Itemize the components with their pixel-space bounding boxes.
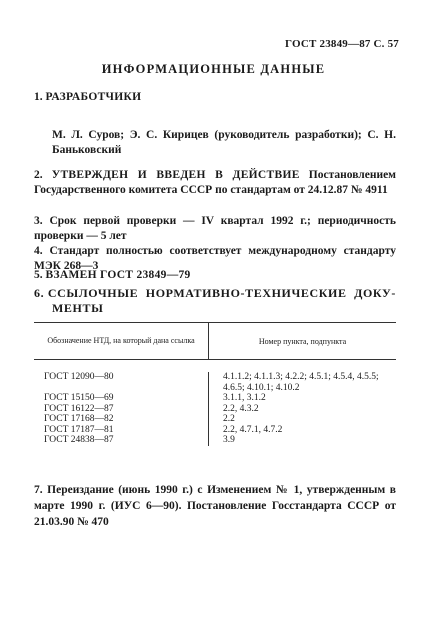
section-2 bbox=[34, 168, 396, 198]
heading-word: ССЫЛОЧНЫЕ bbox=[47, 286, 139, 300]
table-cell-clauses: 4.1.1.2; 4.1.1.3; 4.2.2; 4.5.1; 4.5.4, 4.5.5; 4.6.5; 4.10.1; 4.10.2 bbox=[223, 372, 379, 393]
page-title: ИНФОРМАЦИОННЫЕ ДАННЫЕ bbox=[101, 62, 326, 76]
section-heading: УТВЕРЖДЕН И ВВЕДЕН В ДЕЙСТВИЕ bbox=[51, 169, 300, 181]
table-cell-doc: ГОСТ 16122—87 bbox=[44, 403, 114, 414]
table-cell-clauses: 3.1.1, 3.1.2 bbox=[223, 393, 266, 403]
section-text: Постановлением Государственного комитета СССР по стандартам от 24.12.87 № 4911 bbox=[34, 169, 397, 196]
section-text: Переиздание (июнь 1990 г.) с Изменением № 1, утвержденным в марте 1990 г. (ИУС 6—90). Постановление Госстандарта СССР от 21.03.90 № 470 bbox=[34, 484, 396, 528]
heading-word: ДОКУ- bbox=[354, 286, 396, 300]
table-cell-doc: ГОСТ 12090—80 bbox=[44, 372, 114, 382]
table-body bbox=[34, 360, 396, 446]
column-header-document: Обозначение НТД, на который дана ссылка bbox=[34, 323, 209, 359]
table-cell-clauses: 2.2 bbox=[223, 414, 235, 424]
table-cell-clauses: 3.9 bbox=[223, 435, 235, 445]
section-5 bbox=[34, 268, 396, 283]
document-column bbox=[34, 372, 209, 446]
section-number: 7. bbox=[34, 484, 43, 496]
table-cell-doc: ГОСТ 24838—87 bbox=[44, 435, 114, 445]
section-6-heading bbox=[34, 286, 396, 316]
section-number: 2. bbox=[34, 169, 43, 181]
section-heading: РАЗРАБОТЧИКИ bbox=[45, 91, 142, 103]
section-number: 6. bbox=[34, 286, 45, 300]
reference-table bbox=[34, 322, 396, 446]
section-heading: ВЗАМЕН ГОСТ 23849—79 bbox=[45, 269, 191, 281]
section-number: 4. bbox=[34, 245, 43, 257]
section-number: 3. bbox=[34, 215, 43, 227]
clauses-column bbox=[209, 372, 396, 446]
running-header: ГОСТ 23849—87 С. 57 bbox=[285, 38, 399, 50]
section-number: 1. bbox=[34, 91, 43, 103]
row-spacer bbox=[44, 383, 208, 394]
table-cell-doc: ГОСТ 17187—81 bbox=[44, 424, 114, 435]
table-cell-clauses: 2.2, 4.7.1, 4.7.2 bbox=[223, 424, 283, 435]
column-header-clauses: Номер пункта, подпункта bbox=[258, 336, 347, 346]
section-1 bbox=[34, 90, 396, 105]
section-text: Стандарт полностью соответствует международному стандарту МЭК 268—3 bbox=[34, 245, 396, 272]
table-header bbox=[34, 322, 396, 360]
section-7 bbox=[34, 482, 396, 530]
table-cell-clauses: 2.2, 4.3.2 bbox=[223, 403, 259, 414]
heading-word: МЕНТЫ bbox=[52, 301, 104, 315]
table-cell-doc: ГОСТ 15150—69 bbox=[44, 393, 114, 403]
heading-word: НОРМАТИВНО-ТЕХНИЧЕСКИЕ bbox=[145, 286, 347, 300]
authors-text: М. Л. Суров; Э. С. Кирицев (руководитель разработки); С. Н. Баньковский bbox=[52, 129, 396, 156]
section-text: Срок первой проверки — IV квартал 1992 г.; периодичность проверки — 5 лет bbox=[34, 215, 397, 242]
table-cell-doc: ГОСТ 17168—82 bbox=[44, 414, 114, 424]
section-3 bbox=[34, 214, 396, 244]
section-number: 5. bbox=[34, 269, 43, 281]
